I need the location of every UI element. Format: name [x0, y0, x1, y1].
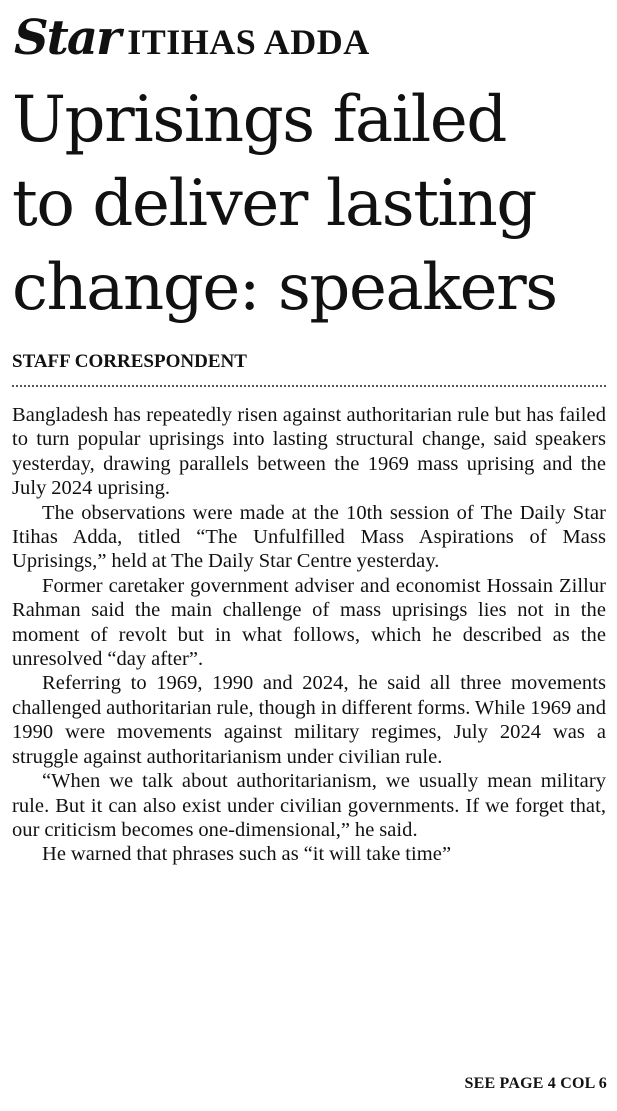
paragraph-1: Bangladesh has repeatedly risen against authoritarian rule but has failed to turn popular uprisings into lasting structural change, said speakers yesterday, drawing parallels between the 1969 mass uprising and the July 2024 uprising. — [12, 404, 606, 500]
paragraph-6: He warned that phrases such as “it will take time” — [42, 843, 452, 866]
paragraph-5: “When we talk about authoritarianism, we usually mean military rule. But it can also exist under civilian governments. If we forget that, our criticism becomes one-dimensional,” he said. — [12, 770, 606, 841]
article-body — [12, 403, 606, 867]
dotted-divider — [12, 385, 606, 387]
headline-line-2: to deliver lasting — [12, 167, 536, 241]
paragraph-3: Former caretaker government adviser and economist Hossain Zillur Rahman said the main challenge of mass uprisings lies not in the moment of revolt but in what follows, which he described as the unresolved “day after”. — [12, 574, 606, 671]
paragraph-4: Referring to 1969, 1990 and 2024, he said all three movements challenged authoritarian rule, though in different forms. While 1969 and 1990 were movements against military regimes, July 2024 was a struggle against authoritarianism under civilian rule. — [12, 672, 606, 768]
headline-line-1: Uprisings failed — [12, 83, 506, 157]
byline: STAFF CORRESPONDENT — [12, 351, 247, 372]
paragraph-2: The observations were made at the 10th session of The Daily Star Itihas Adda, titled “The Unfulfilled Mass Aspirations of Mass Uprisings,” held at The Daily Star Centre yesterday. — [12, 501, 606, 573]
star-logo: Star — [14, 10, 120, 66]
masthead — [14, 10, 370, 66]
headline — [12, 78, 612, 330]
continuation-jump[interactable]: SEE PAGE 4 COL 6 — [464, 1075, 607, 1092]
section-title: ITIHAS ADDA — [127, 22, 370, 62]
headline-line-3: change: speakers — [12, 251, 557, 325]
